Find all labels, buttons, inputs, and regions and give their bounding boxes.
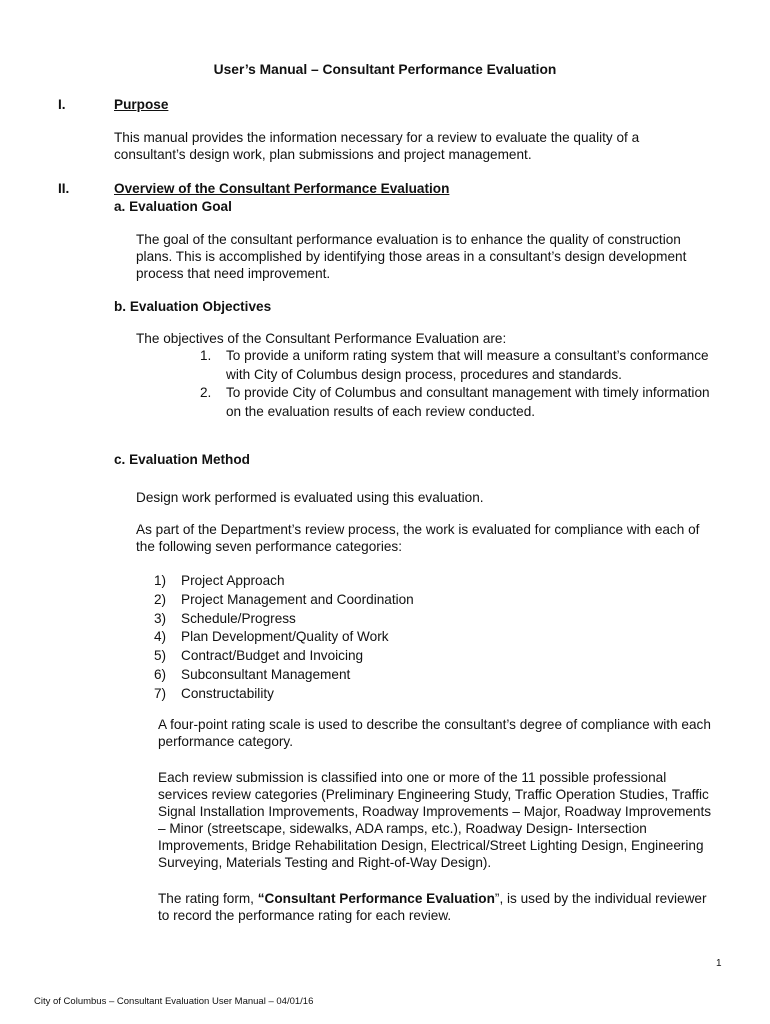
list-item (154, 572, 414, 591)
page-number: 1 (716, 958, 722, 969)
list-label: Project Management and Coordination (181, 591, 414, 607)
list-label: Contract/Budget and Invoicing (181, 648, 364, 664)
list-item (154, 628, 414, 647)
list-item (154, 610, 414, 629)
list-label: Project Approach (181, 573, 285, 588)
objective-line-1: To provide a uniform rating system that will measure a consultant’s conformance (226, 348, 709, 363)
rating-form-name: “Consultant Performance Evaluation (257, 891, 495, 906)
list-number: 3) (154, 610, 167, 626)
subsection-c-heading: c. Evaluation Method (114, 452, 250, 467)
method-paragraph-2-line-1: As part of the Department’s review process, the work is evaluated for compliance with each of (136, 522, 700, 537)
list-label: Schedule/Progress (181, 610, 296, 626)
section-1-numeral: I. (58, 97, 66, 112)
rating-form-line-1 (158, 890, 733, 907)
list-item (154, 591, 414, 610)
rating-form-suffix: ”, is used by the individual reviewer (494, 891, 707, 906)
section-2-numeral: II. (58, 181, 70, 196)
purpose-line-1: This manual provides the information necessary for a review to evaluate the quality of a (114, 130, 640, 145)
goal-line-2: plans. This is accomplished by identifying those areas in a consultant’s design development (136, 249, 687, 264)
list-number: 4) (154, 629, 167, 645)
list-item (154, 685, 414, 704)
section-1-heading: Purpose (114, 97, 169, 112)
list-number: 7) (154, 685, 167, 701)
rating-form-line-2: to record the performance rating for each review. (158, 908, 452, 923)
review-categories-line-3: Signal Installation Improvements, Roadway Improvements – Major, Roadway Improvements (158, 804, 712, 819)
list-number: 6) (154, 666, 167, 682)
list-label: Subconsultant Management (181, 666, 351, 682)
section-2-heading: Overview of the Consultant Performance Evaluation (114, 181, 450, 196)
objective-line-1: To provide City of Columbus and consultant management with timely information (226, 385, 710, 400)
objective-line-2: on the evaluation results of each review conducted. (226, 404, 536, 419)
goal-line-3: process that need improvement. (136, 266, 331, 281)
rating-scale-line-1: A four-point rating scale is used to describe the consultant’s degree of compliance with each (158, 717, 711, 732)
objective-number: 1. (200, 348, 212, 363)
list-label: Constructability (181, 685, 274, 701)
review-categories-line-2: services review categories (Preliminary Engineering Study, Traffic Operation Studies, Traffic (158, 787, 709, 802)
review-categories-line-5: Improvements, Bridge Rehabilitation Design, Electrical/Street Lighting Design, Engineering (158, 838, 704, 853)
page-footer: City of Columbus – Consultant Evaluation User Manual – 04/01/16 (34, 996, 314, 1007)
performance-category-list (154, 572, 414, 704)
method-paragraph-1: Design work performed is evaluated using this evaluation. (136, 490, 484, 505)
subsection-a-heading: a. Evaluation Goal (114, 199, 232, 214)
objective-number: 2. (200, 385, 212, 400)
subsection-b-heading: b. Evaluation Objectives (114, 299, 272, 314)
review-categories-line-4: – Minor (streetscape, sidewalks, ADA ramps, etc.), Roadway Design- Intersection (158, 821, 647, 836)
method-paragraph-2-line-2: the following seven performance categories: (136, 539, 402, 554)
list-number: 5) (154, 648, 167, 664)
objectives-intro: The objectives of the Consultant Performance Evaluation are: (136, 331, 507, 346)
review-categories-line-6: Surveying, Materials Testing and Right-of-Way Design). (158, 855, 492, 870)
review-categories-line-1: Each review submission is classified into one or more of the 11 possible professional (158, 770, 667, 785)
rating-form-prefix: The rating form, (158, 891, 258, 906)
purpose-line-2: consultant’s design work, plan submissions and project management. (114, 147, 532, 162)
document-title: User’s Manual – Consultant Performance Evaluation (213, 62, 557, 77)
list-item (154, 666, 414, 685)
list-number: 2) (154, 591, 167, 607)
objective-line-2: with City of Columbus design process, procedures and standards. (226, 367, 622, 382)
list-label: Plan Development/Quality of Work (181, 629, 389, 645)
goal-line-1: The goal of the consultant performance evaluation is to enhance the quality of construction (136, 232, 681, 247)
list-number: 1) (154, 573, 167, 588)
list-item (154, 647, 414, 666)
rating-scale-line-2: performance category. (158, 734, 293, 749)
